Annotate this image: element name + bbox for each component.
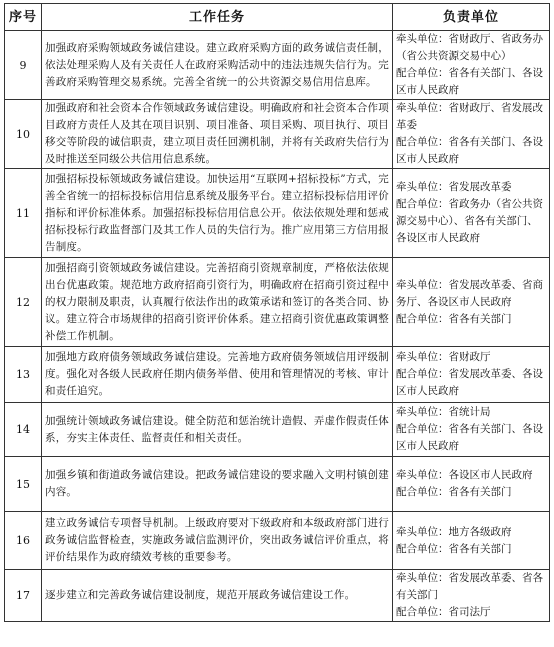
row-task: 加强乡镇和街道政务诚信建设。把政务诚信建设的要求融入文明村镇创建内容。 — [42, 457, 393, 512]
table-row — [5, 100, 550, 169]
row-dept: 牵头单位：地方各级政府 配合单位：省各有关部门 — [393, 512, 550, 570]
row-num: 11 — [5, 169, 42, 258]
row-num: 10 — [5, 100, 42, 169]
table-row — [5, 169, 550, 258]
row-task: 加强招商引资领域政务诚信建设。完善招商引资规章制度，严格依法依规出台优惠政策。规范地方政府招商引资行为，明确政府在招商引资过程中的权力限制及职责，认真履行依法作出的政策承诺和签订的各类合同、协议。建立符合市场规律的招商引资评价体系。建立招商引资优惠政策调整补偿工作机制。 — [42, 258, 393, 347]
row-num: 16 — [5, 512, 42, 570]
row-task: 加强招标投标领域政务诚信建设。加快运用“互联网+招标投标”方式，完善全省统一的招标投标信用信息系统及服务平台。建立招标投标信用评价指标和评价标准体系。加强招标投标信用信息公开。依法依规处理和惩戒招标投标行政监督部门及其工作人员的失信行为。推广应用第三方信用报告制度。 — [42, 169, 393, 258]
row-dept: 牵头单位：省财政厅、省发展改革委 配合单位：省各有关部门、各设区市人民政府 — [393, 100, 550, 169]
table-row — [5, 512, 550, 570]
row-task: 加强地方政府债务领域政务诚信建设。完善地方政府债务领域信用评级制度。强化对各级人民政府任期内债务举借、使用和管理情况的考核、审计和责任追究。 — [42, 347, 393, 403]
row-num: 17 — [5, 570, 42, 622]
table-row — [5, 347, 550, 403]
row-dept: 牵头单位：省发展改革委、省商务厅、各设区市人民政府 配合单位：省各有关部门 — [393, 258, 550, 347]
row-num: 14 — [5, 403, 42, 457]
row-dept: 牵头单位：各设区市人民政府 配合单位：省各有关部门 — [393, 457, 550, 512]
row-dept: 牵头单位：省发展改革委 配合单位：省政务办（省公共资源交易中心）、省各有关部门、各设区市人民政府 — [393, 169, 550, 258]
header-dept: 负责单位 — [393, 4, 550, 31]
table-row — [5, 258, 550, 347]
row-dept: 牵头单位：省财政厅、省政务办（省公共资源交易中心） 配合单位：省各有关部门、各设区市人民政府 — [393, 31, 550, 100]
row-dept: 牵头单位：省统计局 配合单位：省各有关部门、各设区市人民政府 — [393, 403, 550, 457]
row-task: 逐步建立和完善政务诚信建设制度，规范开展政务诚信建设工作。 — [42, 570, 393, 622]
row-num: 13 — [5, 347, 42, 403]
header-task: 工作任务 — [42, 4, 393, 31]
row-num: 12 — [5, 258, 42, 347]
table-row — [5, 403, 550, 457]
row-num: 15 — [5, 457, 42, 512]
row-num: 9 — [5, 31, 42, 100]
table-row — [5, 570, 550, 622]
task-table — [4, 3, 550, 622]
header-num: 序号 — [5, 4, 42, 31]
row-dept: 牵头单位：省财政厅 配合单位：省发展改革委、各设区市人民政府 — [393, 347, 550, 403]
row-task: 加强统计领域政务诚信建设。健全防范和惩治统计造假、弄虚作假责任体系，夯实主体责任、监督责任和相关责任。 — [42, 403, 393, 457]
table-row — [5, 457, 550, 512]
row-task: 加强政府和社会资本合作领域政务诚信建设。明确政府和社会资本合作项目政府方责任人及其在项目识别、项目准备、项目采购、项目执行、项目移交等阶段的诚信职责，建立项目责任回溯机制，并将有关政府失信行为及时推送至同级公共信用信息系统。 — [42, 100, 393, 169]
row-dept: 牵头单位：省发展改革委、省各有关部门 配合单位：省司法厅 — [393, 570, 550, 622]
table-header-row — [5, 4, 550, 31]
row-task: 建立政务诚信专项督导机制。上级政府要对下级政府和本级政府部门进行政务诚信监督检查，实施政务诚信监测评价，突出政务诚信评价重点，将评价结果作为政府绩效考核的重要参考。 — [42, 512, 393, 570]
row-task: 加强政府采购领域政务诚信建设。建立政府采购方面的政务诚信责任制，依法处理采购人及有关责任人在政府采购活动中的违法违规失信行为。完善政府采购管理交易系统。完善全省统一的公共资源交易信用信息库。 — [42, 31, 393, 100]
table-row — [5, 31, 550, 100]
